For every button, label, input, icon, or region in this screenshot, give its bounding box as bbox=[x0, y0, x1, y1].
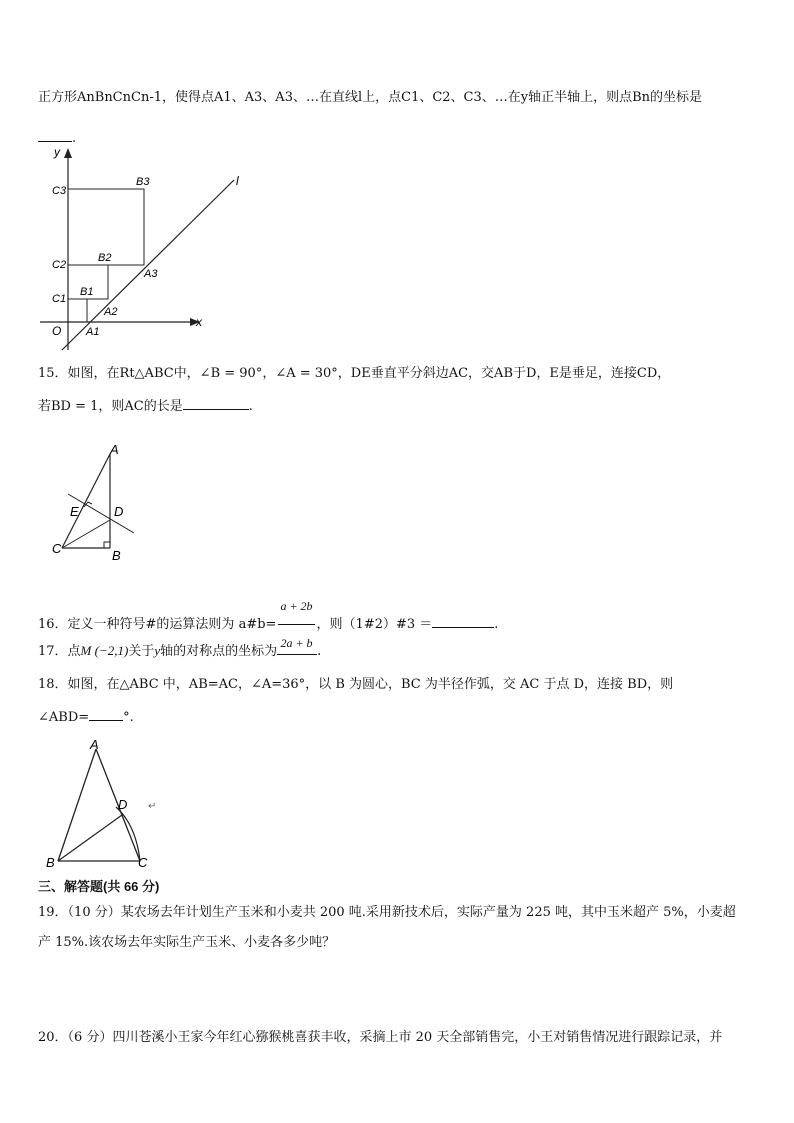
return-mark-icon: ↵ bbox=[148, 801, 157, 812]
q14-line1: 正方形AnBnCnCn-1，使得点A1、A3、A3、…在直线l上，点C1、C2、C3、…在y轴正半轴上，则点Bn的坐标是 bbox=[38, 90, 703, 105]
answer-blank bbox=[89, 706, 123, 721]
q15-end: . bbox=[248, 399, 253, 414]
q15-line2 bbox=[38, 395, 253, 416]
answer-blank bbox=[277, 640, 317, 655]
q15-line1: 15．如图，在Rt△ABC中，∠B = 90°，∠A = 30°，DE垂直平分斜边AC，交AB于D，E是垂足，连接CD， bbox=[38, 366, 671, 381]
point-M: M (−2,1) bbox=[80, 643, 129, 658]
q15-line2-text: 若BD = 1，则AC的长是 bbox=[38, 399, 183, 414]
label-D: D bbox=[118, 797, 128, 812]
q20-line1: 20．（6 分）四川苍溪小王家今年红心猕猴桃喜获丰收，采摘上市 20 天全部销售完，小王对销售情况进行跟踪记录，并 bbox=[38, 1030, 723, 1045]
section-heading: 三、解答题(共 66 分) bbox=[38, 879, 160, 894]
label-B2: B2 bbox=[98, 252, 112, 264]
label-D: D bbox=[114, 504, 124, 519]
label-C3: C3 bbox=[52, 185, 67, 197]
label-A2: A2 bbox=[104, 306, 118, 318]
figure-18-isosceles bbox=[44, 737, 164, 869]
answer-blank bbox=[183, 395, 249, 410]
q16-fraction: $\frac{a + 2b}{2a + b}$ bbox=[278, 588, 314, 661]
label-A: A bbox=[90, 737, 99, 752]
label-C1: C1 bbox=[52, 293, 67, 305]
label-C: C bbox=[138, 855, 148, 869]
q19-line1: 19．（10 分）某农场去年计划生产玉米和小麦共 200 吨.采用新技术后，实际产量为 225 吨，其中玉米超产 5%，小麦超 bbox=[38, 905, 736, 920]
label-A: A bbox=[110, 442, 119, 457]
q19-line2: 产 15%.该农场去年实际生产玉米、小麦各多少吨？ bbox=[38, 935, 336, 950]
q16-prefix: 16．定义一种符号#的运算法则为 a#b= bbox=[38, 617, 277, 632]
q17-line: 17．点M (−2,1)关于y轴的对称点的坐标为 . bbox=[38, 640, 321, 661]
q18-line2: ∠ABD= °. bbox=[38, 706, 134, 727]
label-C2: C2 bbox=[52, 259, 67, 271]
label-y: y bbox=[54, 145, 60, 159]
q16-end: . bbox=[494, 617, 499, 632]
label-E: E bbox=[70, 504, 79, 519]
q16-suffix: ，则（1#2）#3 ＝ bbox=[316, 617, 433, 632]
label-O: O bbox=[52, 324, 62, 338]
label-B1: B1 bbox=[80, 286, 94, 298]
label-l: l bbox=[236, 174, 239, 188]
label-A1: A1 bbox=[86, 326, 100, 338]
label-B: B bbox=[112, 548, 121, 563]
q14-end: . bbox=[72, 131, 77, 146]
label-B: B bbox=[46, 855, 55, 869]
label-x: x bbox=[196, 315, 202, 329]
q18-line1: 18．如图，在△ABC 中，AB=AC，∠A=36°，以 B 为圆心，BC 为半径作弧，交 AC 于点 D，连接 BD，则 bbox=[38, 677, 674, 692]
figure-14-squares bbox=[40, 140, 250, 355]
answer-blank bbox=[432, 613, 494, 628]
label-A3: A3 bbox=[144, 268, 158, 280]
label-C: C bbox=[52, 541, 62, 556]
label-B3: B3 bbox=[136, 176, 150, 188]
figure-15-triangle bbox=[48, 440, 148, 565]
